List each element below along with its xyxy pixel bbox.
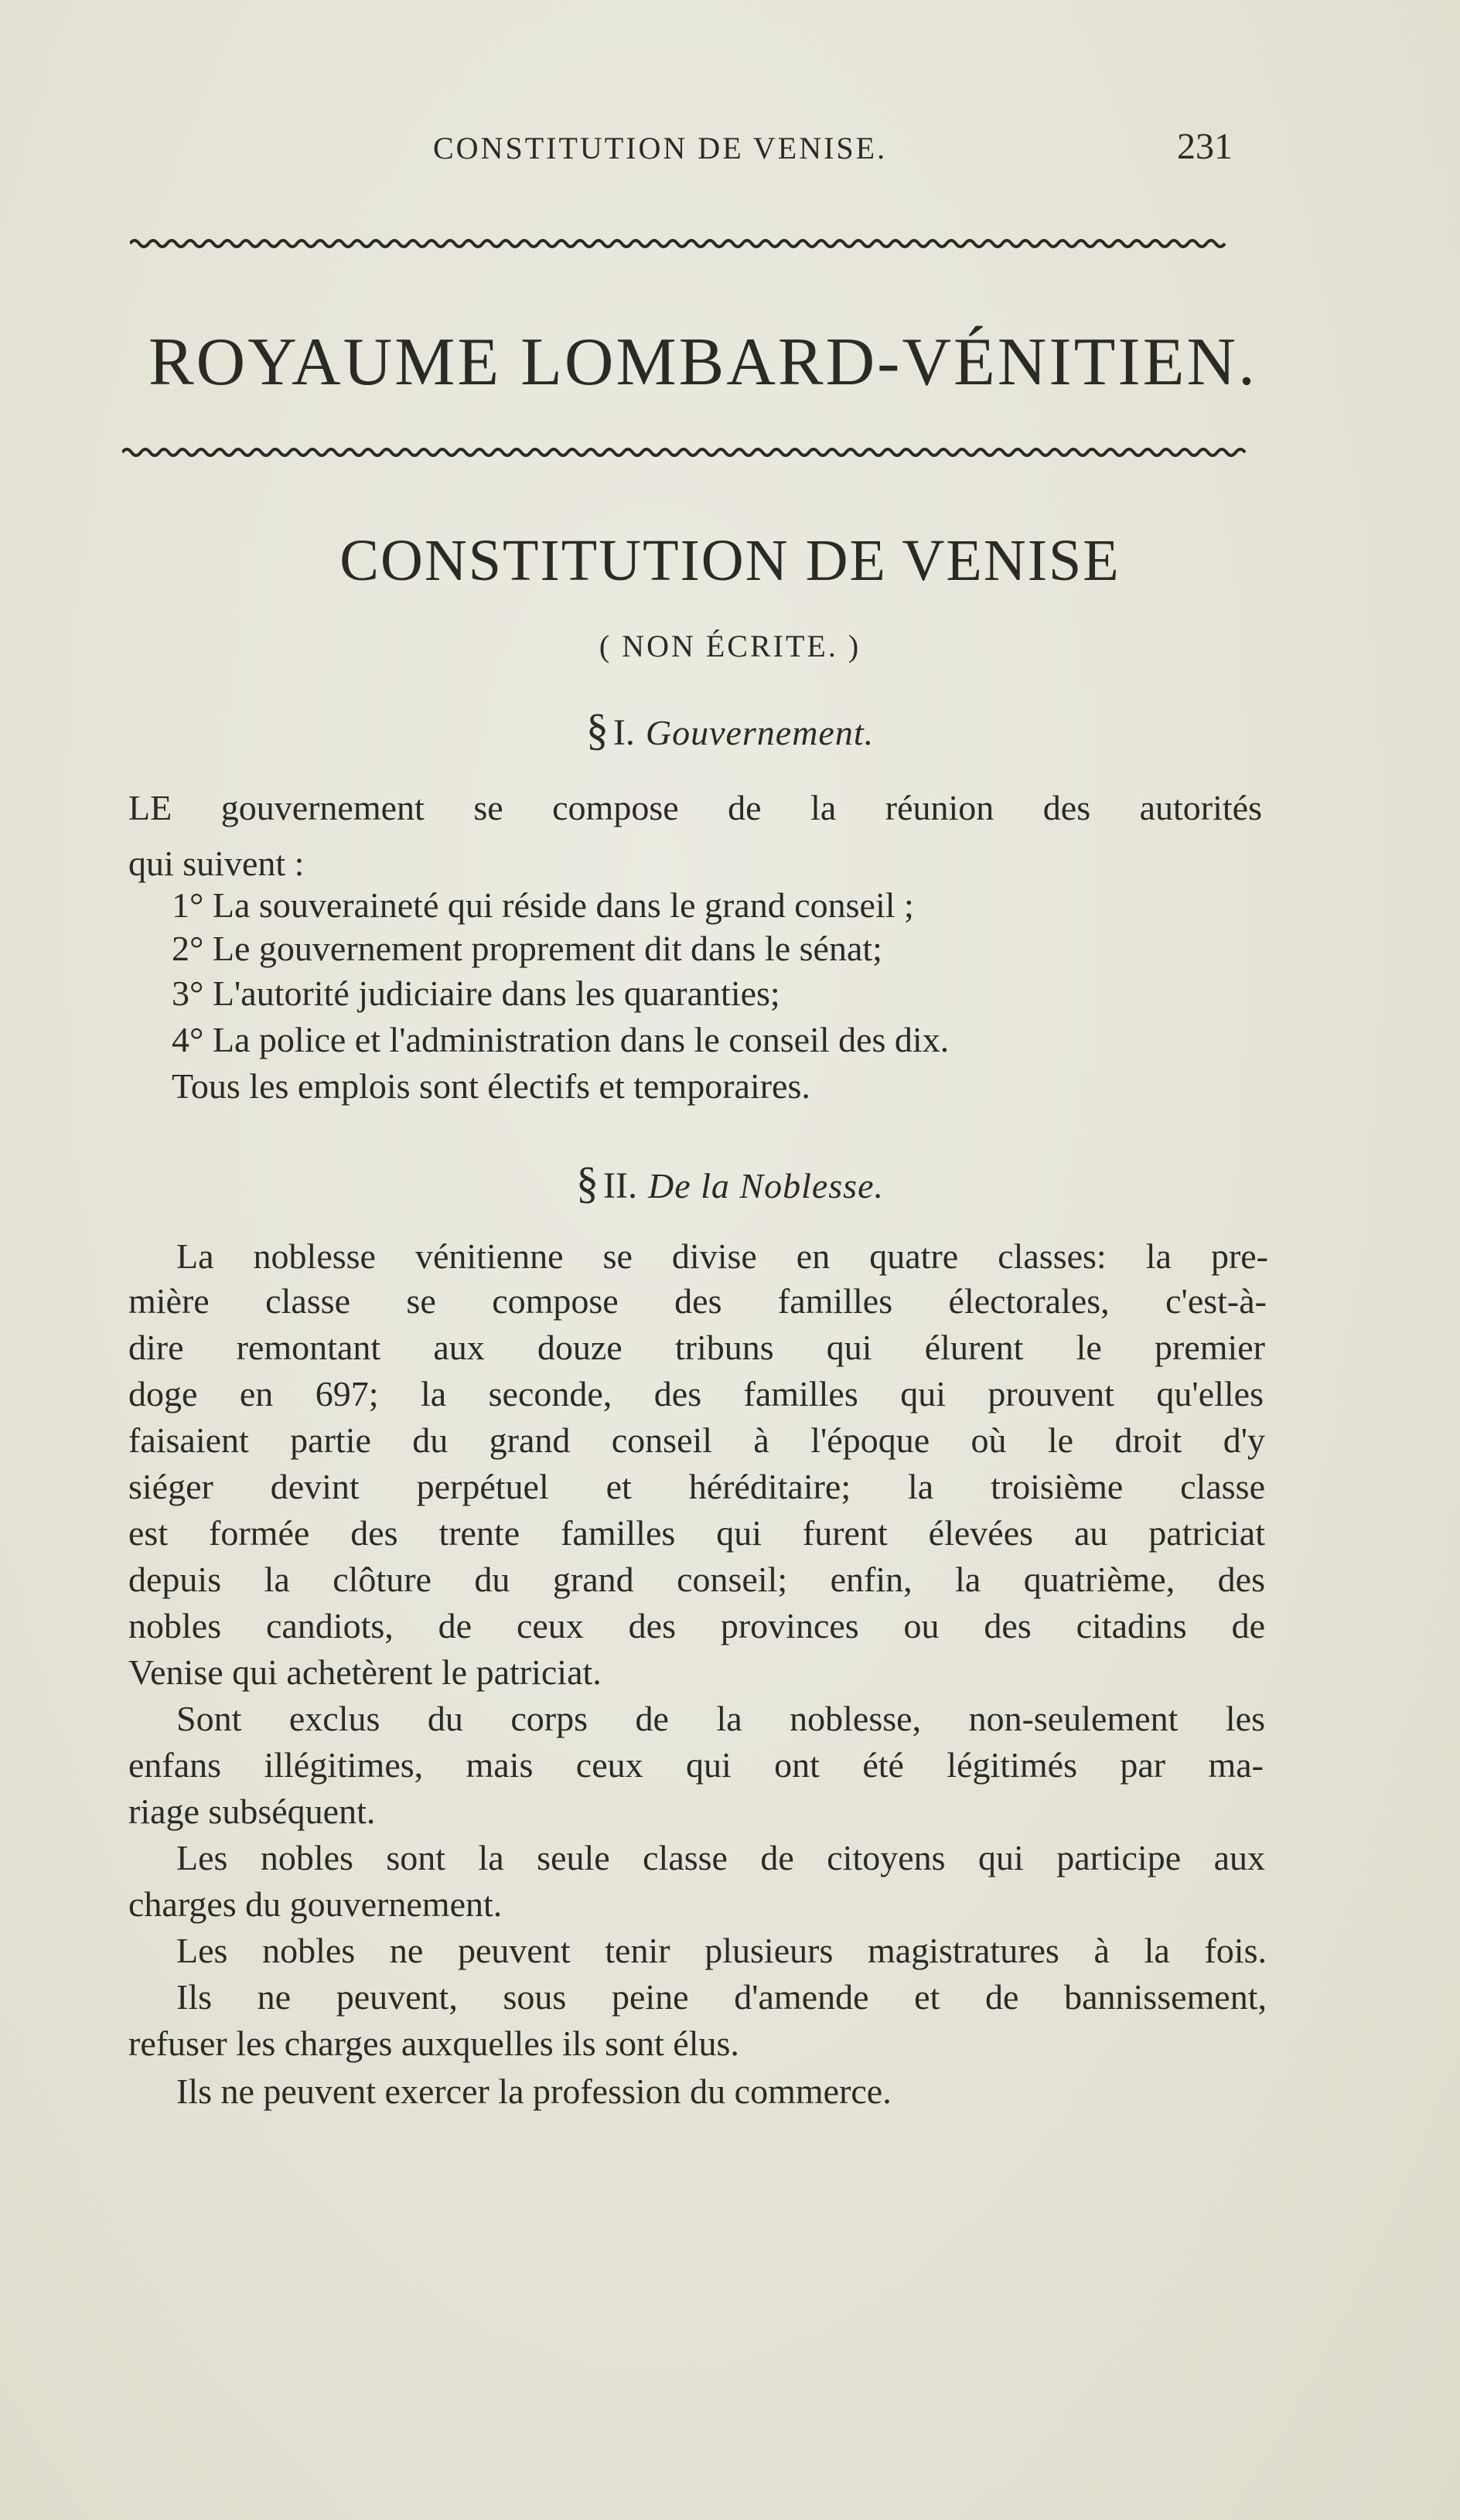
text-line: dire remontant aux douze tribuns qui élurent le premier: [128, 1328, 1265, 1367]
section-subtitle: ( NON ÉCRITE. ): [599, 629, 861, 663]
text-line: refuser les charges auxquelles ils sont élus.: [128, 2024, 739, 2063]
running-head: [0, 126, 1460, 176]
text-line: Sont exclus du corps de la noblesse, non-seulement les: [176, 1699, 1265, 1738]
running-title: CONSTITUTION DE VENISE.: [433, 131, 888, 165]
text-line: Venise qui achetèrent le patriciat.: [128, 1652, 602, 1692]
text-line: LE gouvernement se compose de la réunion des autorités: [128, 788, 1262, 827]
text-line: faisaient partie du grand conseil à l'époque où le droit d'y: [128, 1420, 1265, 1460]
text-line: depuis la clôture du grand conseil; enfin, la quatrième, des: [128, 1560, 1265, 1599]
text-line: enfans illégitimes, mais ceux qui ont été légitimés par ma-: [128, 1745, 1264, 1785]
page-number: 231: [1177, 126, 1233, 167]
text-line: Les nobles sont la seule classe de citoyens qui participe aux: [176, 1838, 1265, 1877]
text-line: riage subséquent.: [128, 1792, 376, 1831]
wavy-rule-icon: [130, 235, 1231, 252]
text-line: qui suivent :: [128, 844, 305, 883]
subsection-title: Gouvernement.: [645, 713, 875, 752]
section-title: CONSTITUTION DE VENISE: [339, 528, 1121, 593]
text-line: est formée des trente familles qui furent élevées au patriciat: [128, 1513, 1265, 1553]
text-line: 3° L'autorité judiciaire dans les quaranties;: [172, 974, 780, 1013]
ornamental-rule-2: [122, 444, 1254, 461]
text-line: Ils ne peuvent exercer la profession du commerce.: [176, 2072, 892, 2111]
main-title: [0, 323, 1460, 401]
text-line: 1° La souveraineté qui réside dans le grand conseil ;: [172, 885, 914, 925]
subsection-heading-2: [0, 1157, 1460, 1209]
subsection-number: I.: [612, 712, 635, 753]
text-line: Les nobles ne peuvent tenir plusieurs magistratures à la fois.: [176, 1931, 1267, 1970]
section-mark: §: [585, 704, 609, 755]
text-line: Tous les emplois sont électifs et temporaires.: [172, 1066, 810, 1106]
text-line: mière classe se compose des familles électorales, c'est-à-: [128, 1281, 1267, 1321]
text-line: La noblesse vénitienne se divise en quatre classes: la pre-: [176, 1236, 1268, 1276]
text-line: siéger devint perpétuel et héréditaire; la troisième classe: [128, 1467, 1265, 1506]
text-line: nobles candiots, de ceux des provinces ou des citadins de: [128, 1606, 1265, 1645]
text-line: Ils ne peuvent, sous peine d'amende et de bannissement,: [176, 1977, 1267, 2017]
main-title-text: ROYAUME LOMBARD-VÉNITIEN.: [148, 325, 1257, 400]
text-line: 4° La police et l'administration dans le conseil des dix.: [172, 1020, 950, 1059]
text-line: 2° Le gouvernement proprement dit dans le sénat;: [172, 929, 882, 968]
text-line: doge en 697; la seconde, des familles qui prouvent qu'elles: [128, 1374, 1264, 1413]
text-line: charges du gouvernement.: [128, 1884, 503, 1924]
subsection-title: De la Noblesse.: [647, 1166, 884, 1205]
subsection-heading-1: [0, 704, 1460, 755]
subsection-number: II.: [603, 1165, 637, 1206]
wavy-rule-icon: [122, 444, 1254, 461]
ornamental-rule: [130, 235, 1231, 252]
section-mark: §: [576, 1158, 599, 1208]
